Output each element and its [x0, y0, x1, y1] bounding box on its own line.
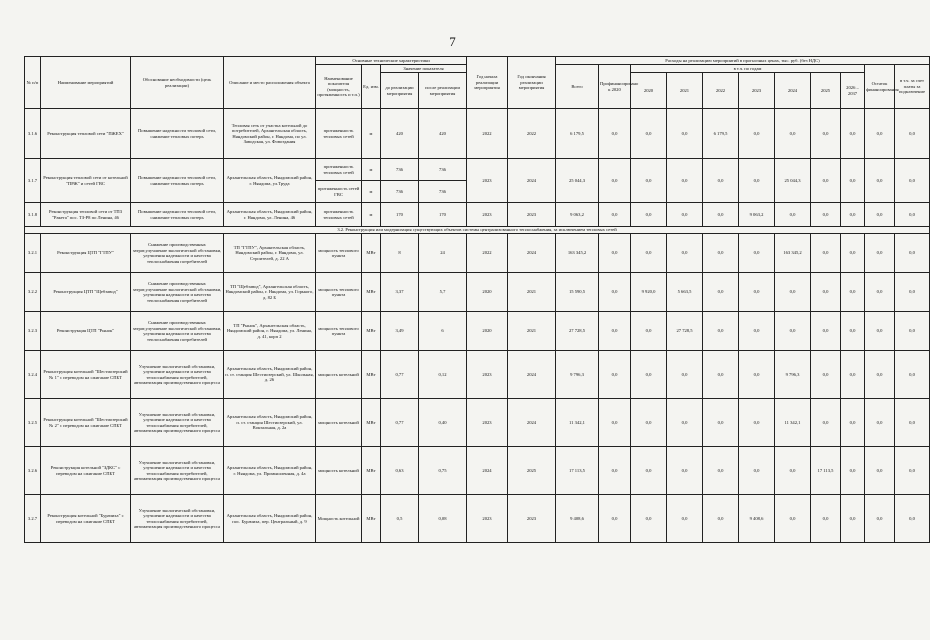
cell-year: 0,0	[703, 312, 739, 351]
table-row	[25, 351, 930, 399]
cell-before: 0,5	[381, 495, 419, 543]
cell-remaining: 0,0	[865, 273, 895, 312]
cell-name: Реконструкция тепловой сети "ПЖЕХ"	[41, 109, 131, 159]
cell-year: 0,0	[811, 109, 841, 159]
cell-after: 5,7	[419, 273, 467, 312]
cell-name: Реконструкция котельной "ЗДКС" с переводом на сжигание СПБТ	[41, 447, 131, 495]
cell-remaining: 0,0	[865, 159, 895, 203]
cell-funded: 0,0	[599, 399, 631, 447]
table-row	[25, 159, 930, 181]
cell-no: 3.2.3	[25, 312, 41, 351]
cell-year: 25 044,3	[775, 159, 811, 203]
header-name: Наименование мероприятий	[41, 57, 131, 109]
cell-name: Реконструкция ЦТП "Рынок"	[41, 312, 131, 351]
cell-name: Реконструкция ЦТП "ГТПУ"	[41, 234, 131, 273]
cell-indicator: мощность котельной	[316, 399, 362, 447]
cell-year: 0,0	[841, 273, 865, 312]
cell-year: 0,0	[841, 495, 865, 543]
cell-unit: МВт	[362, 399, 381, 447]
cell-rationale: Повышение надежности тепловой сети, снижение тепловых потерь	[131, 159, 224, 203]
cell-year: 0,0	[703, 447, 739, 495]
header-value-group: Значение показателя	[381, 65, 467, 73]
header-value-after: после реализации мероприятия	[419, 73, 467, 109]
cell-indicator: мощность котельной	[316, 351, 362, 399]
cell-year: 0,0	[811, 273, 841, 312]
cell-end: 2021	[508, 273, 556, 312]
section-title: 3.2. Реконструкция или модернизация существующих объектов системы централизованного теплоснабжения, за исключением тепловых сетей	[25, 227, 930, 234]
cell-location: Архангельская область, Няндомский район, г. Няндома, ул. Промышленная, д. 4а	[224, 447, 316, 495]
cell-rationale: Улучшение экологической обстановки, улучшение надежности и качества теплоснабжения потребителей, автоматизация производственного процесса	[131, 495, 224, 543]
header-value-before: до реализации мероприятия	[381, 73, 419, 109]
cell-year: 0,0	[739, 312, 775, 351]
cell-start: 2020	[467, 312, 508, 351]
cell-year: 0,0	[841, 159, 865, 203]
table-row	[25, 203, 930, 227]
cell-funded: 0,0	[599, 109, 631, 159]
cell-end: 2024	[508, 351, 556, 399]
cell-year: 0,0	[811, 351, 841, 399]
cell-fee: 0,0	[895, 234, 930, 273]
cell-rationale: Улучшение экологической обстановки, улучшение надежности и качества теплоснабжения потребителей, автоматизация производственного процесса	[131, 351, 224, 399]
cell-funded: 0,0	[599, 495, 631, 543]
header-year: 2023	[739, 73, 775, 109]
cell-start: 2022	[467, 109, 508, 159]
cell-no: 3.2.7	[25, 495, 41, 543]
cell-end: 2021	[508, 312, 556, 351]
cell-year: 0,0	[631, 495, 667, 543]
cell-year: 0,0	[739, 109, 775, 159]
cell-rationale: Повышение надежности тепловой сети, снижение тепловых потерь	[131, 203, 224, 227]
header-incl-fee: в т.ч. за счет платы за подключение	[895, 65, 930, 109]
cell-remaining: 0,0	[865, 495, 895, 543]
cell-location: Архангельская область, Няндомский район, п. ст. станция Шестиозерский, ул. Школьная, д. 26	[224, 351, 316, 399]
cell-start: 2020	[467, 273, 508, 312]
cell-start: 2023	[467, 495, 508, 543]
cell-indicator: Мощность котельной	[316, 495, 362, 543]
cell-year: 0,0	[703, 273, 739, 312]
cell-year: 11 342,1	[775, 399, 811, 447]
cell-before: 736	[381, 181, 419, 203]
cell-start: 2024	[467, 447, 508, 495]
header-start-year: Год начала реализации мероприятия	[467, 57, 508, 109]
cell-before: 0,63	[381, 447, 419, 495]
cell-unit: МВт	[362, 351, 381, 399]
cell-unit: МВт	[362, 312, 381, 351]
cell-indicator: мощность теплового пункта	[316, 234, 362, 273]
cell-indicator: протяженность тепловых сетей	[316, 203, 362, 227]
table-row	[25, 234, 930, 273]
cell-year: 0,0	[703, 203, 739, 227]
cell-rationale: Снижение производственных затрат,улучшение экологической обстановки, улучшения надежности и качества теплоснабжения потребителей	[131, 234, 224, 273]
cell-remaining: 0,0	[865, 109, 895, 159]
cell-year: 0,0	[703, 495, 739, 543]
cell-year: 0,0	[811, 495, 841, 543]
cell-year: 0,0	[667, 495, 703, 543]
cell-no: 3.1.6	[25, 109, 41, 159]
cell-no: 3.2.1	[25, 234, 41, 273]
cell-year: 0,0	[811, 312, 841, 351]
cell-unit: МВт	[362, 234, 381, 273]
cell-after: 736	[419, 181, 467, 203]
cell-end: 2024	[508, 159, 556, 203]
cell-year: 0,0	[841, 399, 865, 447]
cell-name: Реконструкция котельной "Шестиозерский № 2" с переводом на сжигание СПБТ	[41, 399, 131, 447]
table-row	[25, 273, 930, 312]
cell-year: 0,0	[667, 351, 703, 399]
cell-indicator: протяженность тепловых сетей	[316, 159, 362, 181]
cell-year: 0,0	[631, 399, 667, 447]
cell-before: 420	[381, 109, 419, 159]
cell-year: 0,0	[775, 273, 811, 312]
cell-unit: МВт	[362, 495, 381, 543]
cell-year: 0,0	[841, 109, 865, 159]
cell-year: 0,0	[841, 447, 865, 495]
cell-rationale: Снижение производственных затрат,улучшение экологической обстановки, улучшения надежности и качества теплоснабжения потребителей	[131, 273, 224, 312]
cell-unit: м	[362, 159, 381, 181]
cell-rationale: Улучшение экологической обстановки, улучшение надежности и качества теплоснабжения потребителей, автоматизация производственного процесса	[131, 447, 224, 495]
cell-after: 24	[419, 234, 467, 273]
cell-rationale: Снижение производственных затрат,улучшение экологической обстановки, улучшения надежности и качества теплоснабжения потребителей	[131, 312, 224, 351]
cell-year: 0,0	[841, 351, 865, 399]
cell-start: 2023	[467, 159, 508, 203]
cell-funded: 0,0	[599, 159, 631, 203]
cell-end: 2024	[508, 399, 556, 447]
table-row	[25, 109, 930, 159]
cell-after: 420	[419, 109, 467, 159]
header-expense-group: Расходы на реализацию мероприятий в прогнозных ценах, тыс. руб. (без НДС)	[556, 57, 930, 65]
cell-total: 9 796,3	[556, 351, 599, 399]
cell-no: 3.2.6	[25, 447, 41, 495]
cell-no: 3.2.2	[25, 273, 41, 312]
cell-year: 0,0	[739, 234, 775, 273]
header-year: 2020	[631, 73, 667, 109]
header-year: 2026 – 2037	[841, 73, 865, 109]
cell-funded: 0,0	[599, 447, 631, 495]
cell-year: 0,0	[811, 399, 841, 447]
cell-year: 9 063,2	[739, 203, 775, 227]
cell-year: 0,0	[739, 399, 775, 447]
header-no: № п/п	[25, 57, 41, 109]
cell-year: 0,0	[841, 234, 865, 273]
cell-location: ТП "ГТПУ", Архангельская область, Няндомский район, г. Няндома, ул. Строителей, д. 22 А	[224, 234, 316, 273]
header-remaining: Остаток финансирования	[865, 65, 895, 109]
cell-year: 0,0	[811, 203, 841, 227]
cell-rationale: Повышение надежности тепловой сети, снижение тепловых потерь	[131, 109, 224, 159]
cell-after: 736	[419, 159, 467, 181]
cell-total: 17 113,5	[556, 447, 599, 495]
header-by-years: в т.ч. по годам	[631, 65, 865, 73]
cell-name: Реконструкция тепловой сети от котельной "ПРЖ" и сетей ГВС	[41, 159, 131, 203]
cell-after: 0,40	[419, 399, 467, 447]
cell-year: 0,0	[667, 447, 703, 495]
cell-year: 0,0	[667, 109, 703, 159]
cell-location: Архангельская область, Няндомский район, г. Няндома, ул.Труда	[224, 159, 316, 203]
cell-indicator: протяженность тепловых сетей	[316, 109, 362, 159]
header-unit: Ед. изм.	[362, 65, 381, 109]
cell-unit: м	[362, 181, 381, 203]
cell-after: 0,75	[419, 447, 467, 495]
cell-before: 170	[381, 203, 419, 227]
cell-year: 9 408,6	[739, 495, 775, 543]
cell-after: 0,08	[419, 495, 467, 543]
cell-year: 0,0	[631, 447, 667, 495]
cell-total: 27 728,5	[556, 312, 599, 351]
cell-fee: 0,0	[895, 351, 930, 399]
cell-indicator: протяженность сетей ГВС	[316, 181, 362, 203]
cell-fee: 0,0	[895, 109, 930, 159]
cell-end: 2025	[508, 447, 556, 495]
cell-start: 2022	[467, 234, 508, 273]
cell-total: 25 044,3	[556, 159, 599, 203]
cell-year: 0,0	[739, 351, 775, 399]
cell-indicator: мощность теплового пункта	[316, 273, 362, 312]
cell-location: Архангельская область, Няндомский район, п. ст. станция Шестиозерский, ул. Вокзальная, д. 2а	[224, 399, 316, 447]
cell-year: 0,0	[631, 351, 667, 399]
cell-year: 0,0	[667, 159, 703, 203]
cell-year: 0,0	[775, 203, 811, 227]
cell-fee: 0,0	[895, 273, 930, 312]
cell-year: 0,0	[841, 203, 865, 227]
cell-fee: 0,0	[895, 399, 930, 447]
cell-year: 0,0	[703, 399, 739, 447]
cell-unit: МВт	[362, 447, 381, 495]
cell-location: Тепловая сеть от участка котельной до потребителей, Архангельская область, Няндомский район, г. Няндома, по ул. Заводская, ул. Фовоздания	[224, 109, 316, 159]
cell-end: 2023	[508, 203, 556, 227]
cell-fee: 0,0	[895, 495, 930, 543]
cell-year: 0,0	[775, 312, 811, 351]
cell-remaining: 0,0	[865, 234, 895, 273]
cell-remaining: 0,0	[865, 203, 895, 227]
cell-year: 0,0	[667, 399, 703, 447]
cell-after: 0,12	[419, 351, 467, 399]
cell-after: 170	[419, 203, 467, 227]
cell-fee: 0,0	[895, 312, 930, 351]
cell-no: 3.2.5	[25, 399, 41, 447]
cell-year: 0,0	[739, 273, 775, 312]
cell-name: Реконструкция котельной "Шестиозерский № 1" с переводом на сжигание СПБТ	[41, 351, 131, 399]
cell-year: 27 728,5	[667, 312, 703, 351]
cell-year: 0,0	[739, 159, 775, 203]
cell-year: 0,0	[631, 203, 667, 227]
cell-year: 9 796,3	[775, 351, 811, 399]
cell-year: 9 920,0	[631, 273, 667, 312]
cell-fee: 0,0	[895, 203, 930, 227]
cell-remaining: 0,0	[865, 447, 895, 495]
page-number: 7	[449, 34, 456, 49]
cell-funded: 0,0	[599, 351, 631, 399]
cell-year: 0,0	[631, 109, 667, 159]
cell-unit: м	[362, 109, 381, 159]
cell-total: 6 179,5	[556, 109, 599, 159]
cell-name: Реконструкция тепловой сети от ТП3 "Ракета" пос. ТЗ-Р8 по Ленина, 46	[41, 203, 131, 227]
cell-unit: м	[362, 203, 381, 227]
cell-funded: 0,0	[599, 234, 631, 273]
cell-remaining: 0,0	[865, 351, 895, 399]
cell-year: 0,0	[631, 312, 667, 351]
cell-name: Реконструкция котельной "Бурачиха" с переводом на сжигание СПБТ	[41, 495, 131, 543]
cell-year: 0,0	[667, 234, 703, 273]
cell-funded: 0,0	[599, 273, 631, 312]
header-year: 2024	[775, 73, 811, 109]
cell-before: 3,49	[381, 312, 419, 351]
cell-end: 2023	[508, 495, 556, 543]
cell-before: 0,77	[381, 399, 419, 447]
header-year: 2021	[667, 73, 703, 109]
cell-total: 9 063,2	[556, 203, 599, 227]
cell-year: 17 113,5	[811, 447, 841, 495]
header-financed: Профинансировано к 2020	[599, 65, 631, 109]
cell-end: 2024	[508, 234, 556, 273]
cell-year: 0,0	[775, 109, 811, 159]
cell-indicator: мощность теплового пункта	[316, 312, 362, 351]
cell-year: 0,0	[739, 447, 775, 495]
cell-unit: МВт	[362, 273, 381, 312]
cell-after: 6	[419, 312, 467, 351]
cell-no: 3.2.4	[25, 351, 41, 399]
cell-location: ТП "Рынок", Архангельская область, Няндомский район, г. Няндома, ул. Ленина, д. 41, корп 2	[224, 312, 316, 351]
cell-location: Архангельская область, Няндомский район, пос. Бурачиха, пер. Центральный, д. 9	[224, 495, 316, 543]
header-location: Описание и место расположения объекта	[224, 57, 316, 109]
cell-rationale: Улучшение экологической обстановки, улучшение надежности и качества теплоснабжения потребителей, автоматизация производственного процесса	[131, 399, 224, 447]
cell-year: 0,0	[811, 159, 841, 203]
expense-table	[24, 56, 930, 543]
cell-fee: 0,0	[895, 159, 930, 203]
cell-year: 0,0	[631, 234, 667, 273]
cell-location: Архангельская область, Няндомский район, г. Няндома, ул. Ленина, 46	[224, 203, 316, 227]
header-end-year: Год окончания реализации мероприятия	[508, 57, 556, 109]
cell-end: 2022	[508, 109, 556, 159]
cell-year: 0,0	[703, 159, 739, 203]
cell-indicator: мощность котельной	[316, 447, 362, 495]
cell-year: 0,0	[811, 234, 841, 273]
cell-name: Реконструкция ЦТП "Щебзавод"	[41, 273, 131, 312]
cell-no: 3.1.8	[25, 203, 41, 227]
cell-year: 0,0	[703, 234, 739, 273]
cell-location: ТП "Щебзавод", Архангельская область, Няндомский район, г. Няндома, ул. Горького, д. 82 Б	[224, 273, 316, 312]
cell-before: 736	[381, 159, 419, 181]
header-year: 2025	[811, 73, 841, 109]
cell-start: 2023	[467, 351, 508, 399]
cell-year: 0,0	[631, 159, 667, 203]
cell-fee: 0,0	[895, 447, 930, 495]
cell-before: 3,37	[381, 273, 419, 312]
cell-year: 0,0	[775, 447, 811, 495]
header-tech-group: Основные технические характеристики	[316, 57, 467, 65]
cell-funded: 0,0	[599, 312, 631, 351]
cell-total: 11 342,1	[556, 399, 599, 447]
cell-before: 8	[381, 234, 419, 273]
cell-remaining: 0,0	[865, 312, 895, 351]
cell-year: 6 179,5	[703, 109, 739, 159]
cell-before: 0,77	[381, 351, 419, 399]
section-row	[25, 227, 930, 234]
cell-start: 2023	[467, 203, 508, 227]
cell-total: 163 345,2	[556, 234, 599, 273]
header-total: Всего	[556, 65, 599, 109]
cell-year: 0,0	[667, 203, 703, 227]
cell-no: 3.1.7	[25, 159, 41, 203]
cell-remaining: 0,0	[865, 399, 895, 447]
header-year: 2022	[703, 73, 739, 109]
header-indicator: Наименование показателя (мощность, протяженность и т.п.)	[316, 65, 362, 109]
cell-total: 9 408,6	[556, 495, 599, 543]
cell-year: 5 663,5	[667, 273, 703, 312]
cell-start: 2023	[467, 399, 508, 447]
cell-year: 163 345,2	[775, 234, 811, 273]
header-rationale: Обоснование необходимости (цель реализации)	[131, 57, 224, 109]
table-row	[25, 312, 930, 351]
cell-total: 15 590,5	[556, 273, 599, 312]
table-row	[25, 447, 930, 495]
cell-year: 0,0	[841, 312, 865, 351]
cell-year: 0,0	[775, 495, 811, 543]
cell-year: 0,0	[703, 351, 739, 399]
table-row	[25, 495, 930, 543]
table-row	[25, 399, 930, 447]
cell-funded: 0,0	[599, 203, 631, 227]
